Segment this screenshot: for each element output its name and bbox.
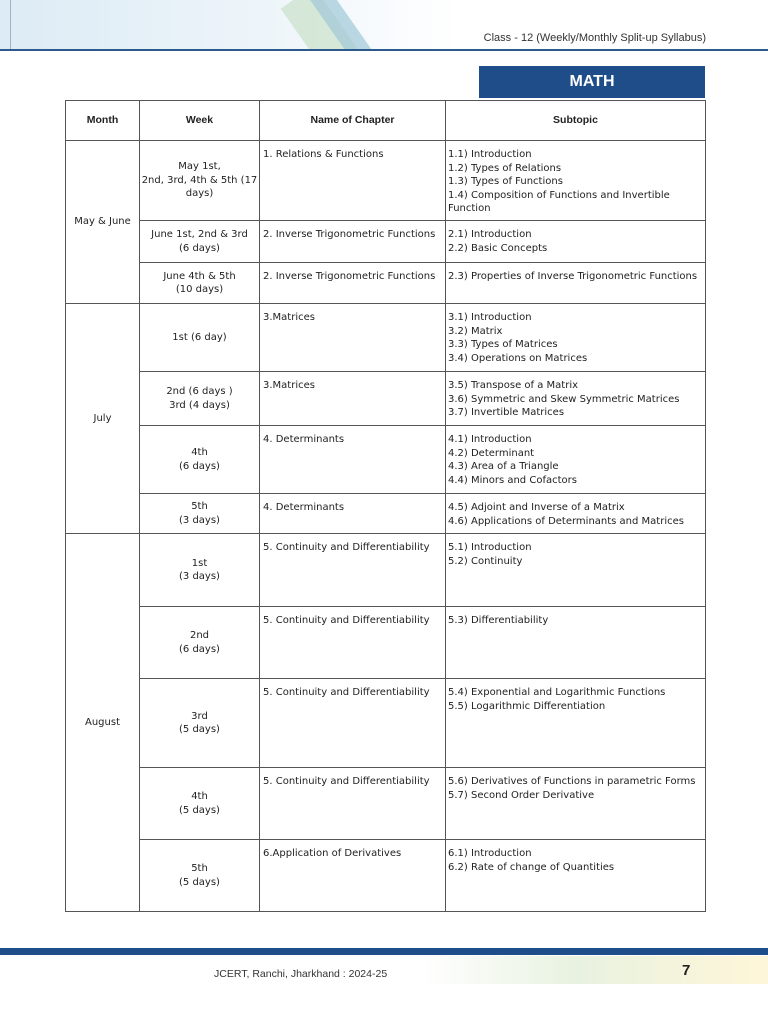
chapter-cell: 3.Matrices	[260, 372, 446, 426]
subtopic-item: 5.7) Second Order Derivative	[448, 789, 595, 801]
subtopic-item: 2.3) Properties of Inverse Trigonometric Functions	[448, 271, 698, 282]
week-cell	[140, 304, 260, 372]
subtopic-item: 3.3) Types of Matrices	[448, 339, 558, 350]
subtopic-item: 5.6) Derivatives of Functions in parametric Forms	[448, 776, 696, 787]
week-line: 1st	[191, 557, 208, 569]
week-line: 4th	[191, 447, 208, 458]
subtopic-item: 1.2) Types of Relations	[448, 162, 562, 174]
week-line: 3rd	[191, 710, 208, 722]
subtopic-cell	[446, 304, 706, 372]
subtopic-item: 6.1) Introduction	[448, 848, 532, 859]
subtopic-item: 4.3) Area of a Triangle	[448, 461, 559, 472]
subtopic-item: 4.2) Determinant	[448, 447, 535, 459]
week-cell	[140, 607, 260, 679]
footer-divider	[0, 948, 768, 955]
month-cell: August	[66, 534, 140, 912]
week-cell	[140, 221, 260, 263]
subtopic-item: 6.2) Rate of change of Quantities	[448, 861, 615, 873]
subtopic-item: 4.1) Introduction	[448, 434, 532, 445]
week-cell	[140, 494, 260, 534]
subject-badge: MATH	[479, 66, 705, 98]
table-row	[66, 263, 706, 304]
week-cell	[140, 263, 260, 304]
week-line: (6 days)	[179, 460, 220, 472]
chapter-cell: 4. Determinants	[260, 426, 446, 494]
week-line: May 1st,	[178, 161, 221, 173]
month-cell: May & June	[66, 141, 140, 304]
syllabus-table	[65, 100, 706, 912]
week-line: (5 days)	[179, 724, 220, 735]
table-row	[66, 304, 706, 372]
subtopic-cell	[446, 534, 706, 607]
subtopic-item: 4.6) Applications of Determinants and Matrices	[448, 515, 684, 527]
subtopic-item: 3.5) Transpose of a Matrix	[448, 380, 579, 391]
week-line: June 1st, 2nd & 3rd	[151, 229, 248, 240]
chapter-cell: 5. Continuity and Differentiability	[260, 534, 446, 607]
subtopic-cell	[446, 768, 706, 840]
week-cell	[140, 840, 260, 912]
page-number: 7	[682, 962, 691, 979]
subtopic-cell	[446, 607, 706, 679]
subtopic-item: 3.4) Operations on Matrices	[448, 352, 588, 364]
subtopic-cell	[446, 263, 706, 304]
week-line: (3 days)	[179, 571, 220, 582]
table-row	[66, 607, 706, 679]
subtopic-item: 2.2) Basic Concepts	[448, 242, 548, 254]
week-cell	[140, 141, 260, 221]
page-header-title: Class - 12 (Weekly/Monthly Split-up Syllabus)	[483, 32, 706, 44]
subtopic-item: 4.5) Adjoint and Inverse of a Matrix	[448, 502, 625, 513]
week-line: (10 days)	[175, 284, 224, 295]
week-cell	[140, 372, 260, 426]
week-line: 5th	[191, 863, 208, 874]
week-line: 2nd (6 days )	[166, 386, 233, 397]
subtopic-cell	[446, 221, 706, 263]
week-line: June 4th & 5th	[163, 270, 236, 282]
table-row	[66, 768, 706, 840]
column-header-chapter: Name of Chapter	[260, 101, 446, 141]
subtopic-item: 3.7) Invertible Matrices	[448, 407, 565, 418]
subtopic-item: 4.4) Minors and Cofactors	[448, 474, 577, 486]
header-rule	[10, 0, 11, 50]
chapter-cell: 5. Continuity and Differentiability	[260, 607, 446, 679]
week-line: 4th	[191, 791, 208, 802]
table-row	[66, 221, 706, 263]
week-line: 1st (6 day)	[172, 331, 227, 343]
chapter-cell: 1. Relations & Functions	[260, 141, 446, 221]
subtopic-item: 5.3) Differentiability	[448, 615, 549, 626]
table-row	[66, 840, 706, 912]
table-row	[66, 372, 706, 426]
subtopic-item: 5.1) Introduction	[448, 542, 532, 553]
week-line: 5th	[191, 501, 208, 512]
footer-publisher: JCERT, Ranchi, Jharkhand : 2024-25	[214, 968, 388, 980]
week-line: 3rd (4 days)	[169, 399, 230, 411]
chapter-cell: 2. Inverse Trigonometric Functions	[260, 221, 446, 263]
week-line: (5 days)	[179, 804, 220, 816]
table-row	[66, 679, 706, 768]
subtopic-cell	[446, 494, 706, 534]
column-header-subtopic: Subtopic	[446, 101, 706, 141]
subtopic-item: 3.1) Introduction	[448, 312, 532, 323]
table-row	[66, 534, 706, 607]
subtopic-item: Function	[448, 203, 491, 214]
subtopic-item: 3.2) Matrix	[448, 325, 503, 337]
subtopic-item: 1.4) Composition of Functions and Invertible	[448, 189, 670, 201]
chapter-cell: 4. Determinants	[260, 494, 446, 534]
week-line: 2nd, 3rd, 4th & 5th (17	[141, 174, 258, 186]
subtopic-item: 5.2) Continuity	[448, 555, 523, 567]
column-header-week: Week	[140, 101, 260, 141]
month-cell: July	[66, 304, 140, 534]
week-line: (3 days)	[179, 514, 220, 526]
subtopic-cell	[446, 840, 706, 912]
week-line: 2nd	[189, 630, 210, 641]
subtopic-item: 3.6) Symmetric and Skew Symmetric Matrices	[448, 393, 680, 405]
table-row	[66, 426, 706, 494]
chapter-cell: 5. Continuity and Differentiability	[260, 768, 446, 840]
week-line: (6 days)	[179, 242, 220, 254]
week-line: days)	[185, 188, 214, 200]
chapter-cell: 2. Inverse Trigonometric Functions	[260, 263, 446, 304]
chapter-cell: 6.Application of Derivatives	[260, 840, 446, 912]
week-cell	[140, 534, 260, 607]
week-cell	[140, 426, 260, 494]
chapter-cell: 5. Continuity and Differentiability	[260, 679, 446, 768]
subtopic-item: 5.4) Exponential and Logarithmic Functions	[448, 687, 666, 698]
subtopic-cell	[446, 679, 706, 768]
subtopic-cell	[446, 141, 706, 221]
column-header-month: Month	[66, 101, 140, 141]
subtopic-item: 1.3) Types of Functions	[448, 176, 563, 187]
week-line: (6 days)	[179, 643, 220, 655]
chapter-cell: 3.Matrices	[260, 304, 446, 372]
table-row	[66, 494, 706, 534]
week-cell	[140, 679, 260, 768]
table-row	[66, 141, 706, 221]
header-divider	[0, 49, 768, 51]
subtopic-cell	[446, 372, 706, 426]
subtopic-item: 2.1) Introduction	[448, 229, 532, 240]
subtopic-cell	[446, 426, 706, 494]
table-header-row	[66, 101, 706, 141]
week-cell	[140, 768, 260, 840]
subtopic-item: 5.5) Logarithmic Differentiation	[448, 700, 606, 712]
week-line: (5 days)	[179, 876, 220, 888]
subtopic-item: 1.1) Introduction	[448, 149, 532, 160]
